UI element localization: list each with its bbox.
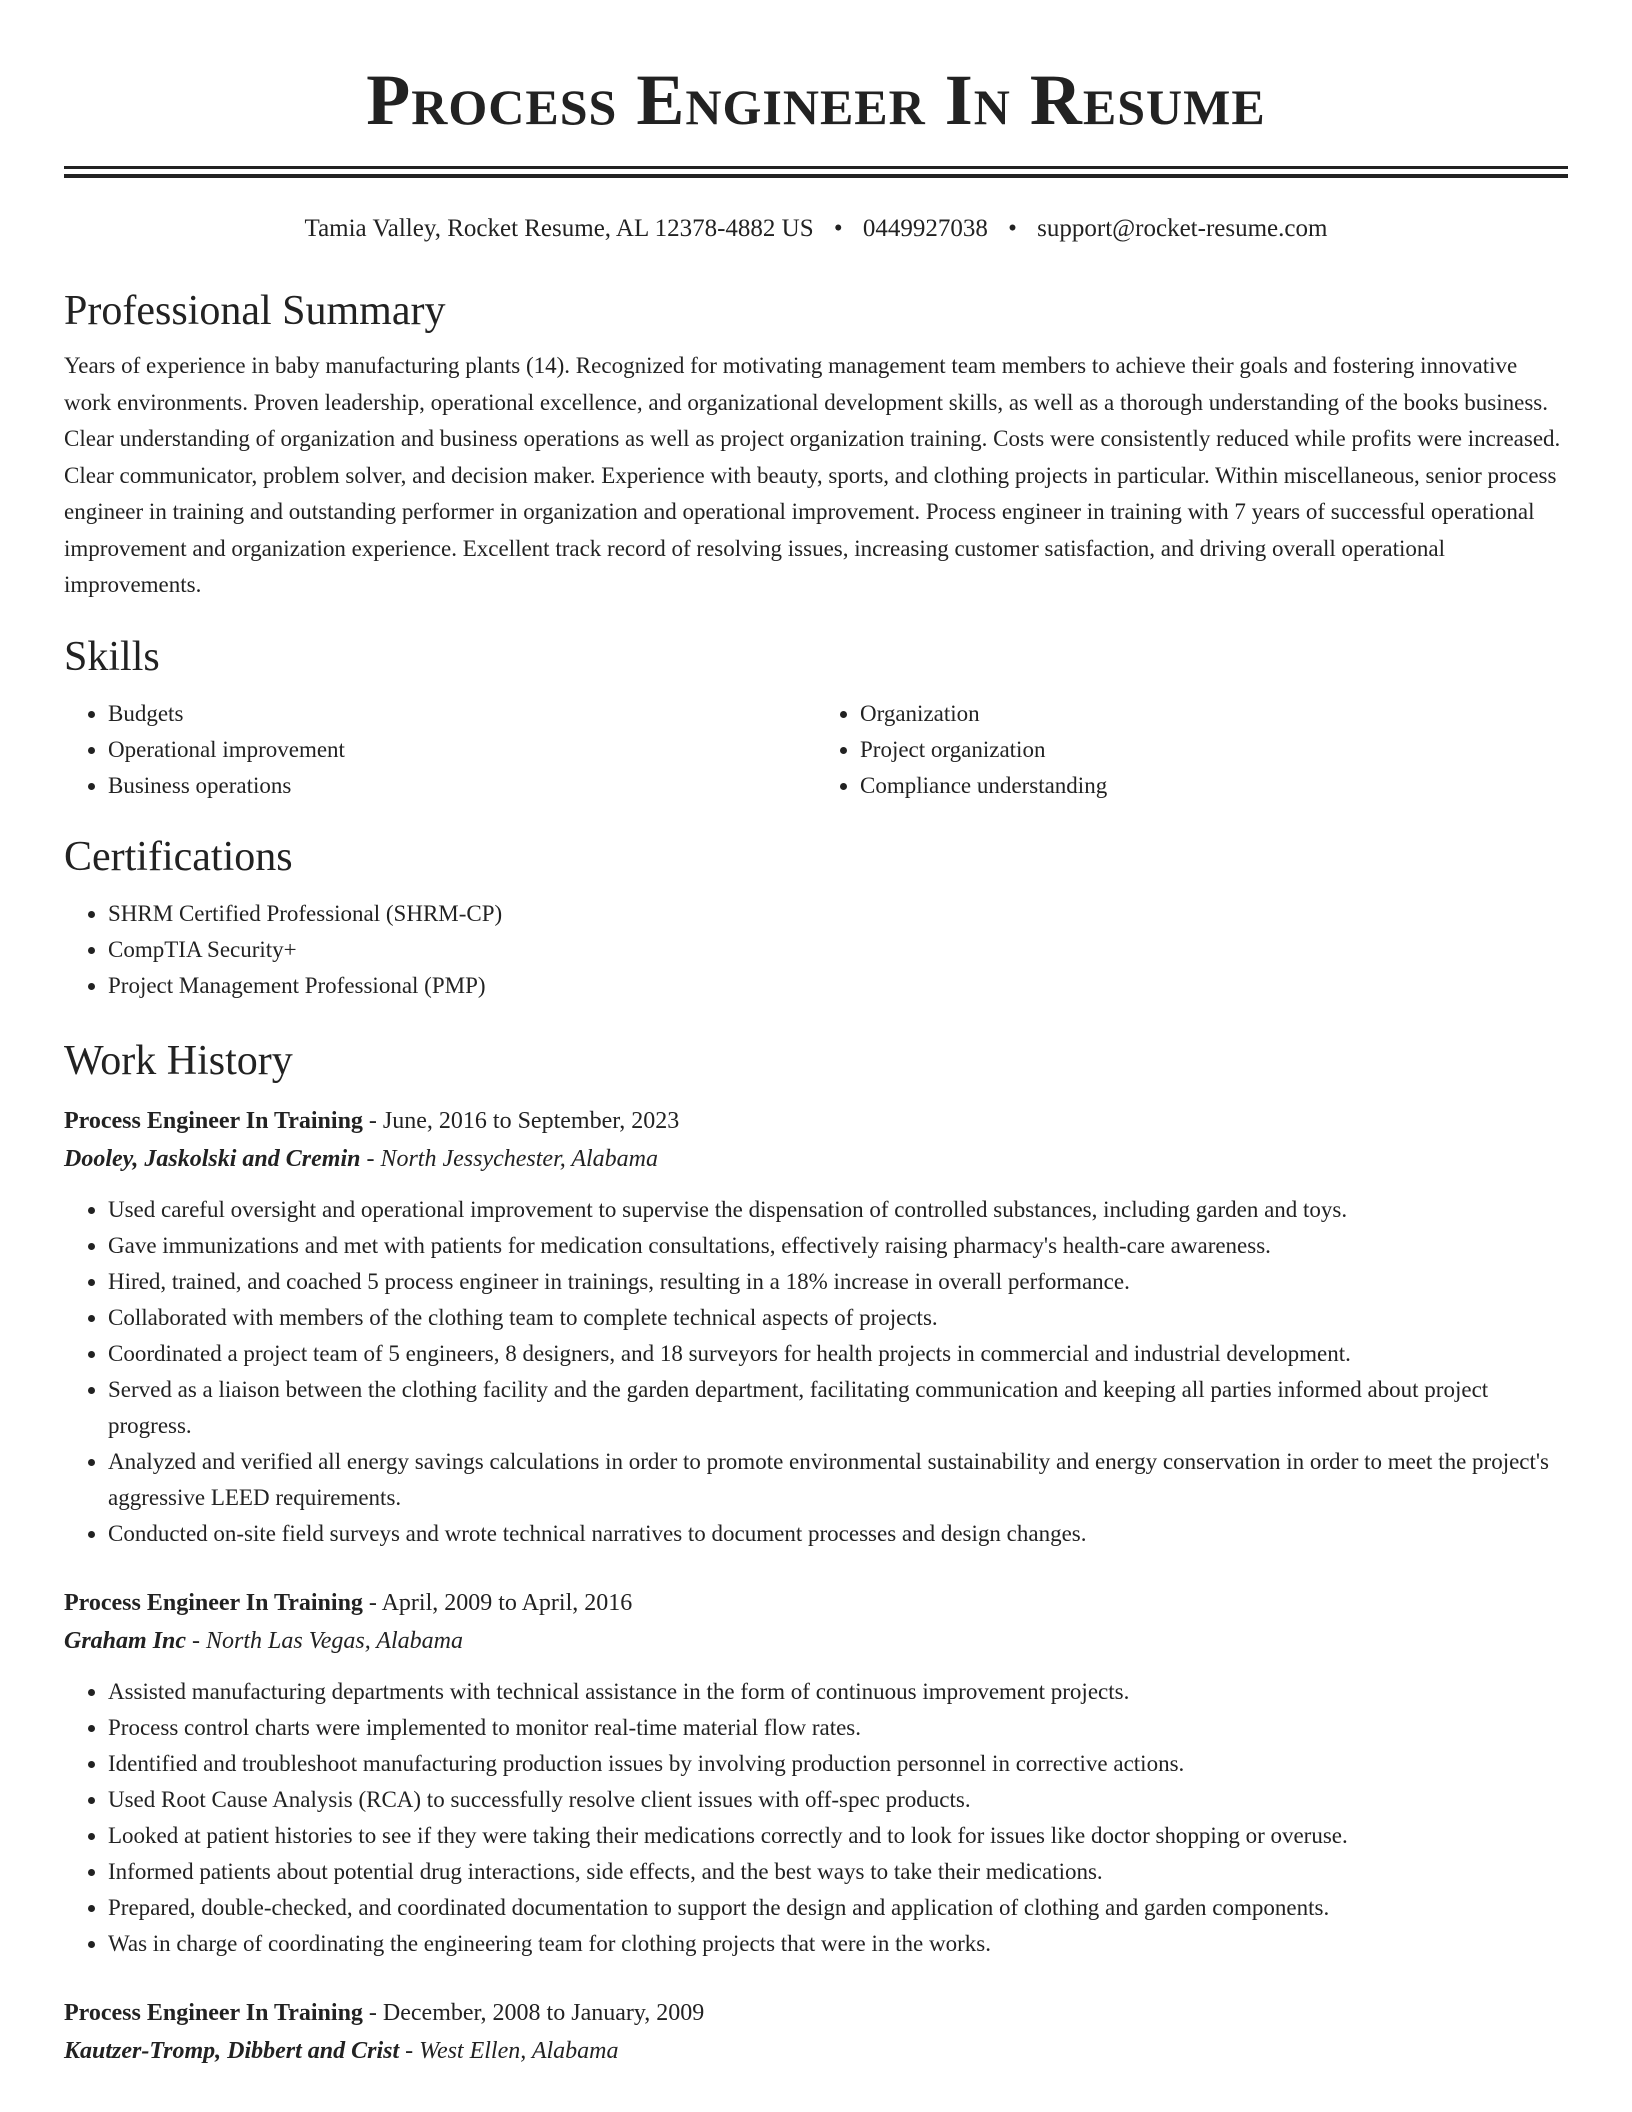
job-company-line: [64, 1140, 1568, 1178]
title-divider-top: [64, 166, 1568, 169]
job-duty-item: • Assisted manufacturing departments with technical assistance in the form of continuous improvement projects.: [108, 1674, 1568, 1710]
summary-text: Years of experience in baby manufacturing plants (14). Recognized for motivating management team members to achieve their goals and fostering innovative work environments. Proven leadership, operational excellence, and organizational development skills, as well as a thorough understanding of the books business. Clear understanding of organization and business operations as well as project organization training. Costs were consistently reduced while profits were increased. Clear communicator, problem solver, and decision maker. Experience with beauty, sports, and clothing projects in particular. Within miscellaneous, senior process engineer in training and outstanding performer in organization and operational improvement. Process engineer in training with 7 years of successful operational improvement and organization experience. Excellent track record of resolving issues, increasing customer satisfaction, and driving overall operational improvements.: [64, 353, 1561, 597]
skill-item: • Organization: [860, 696, 1568, 732]
job-dates: - June, 2016 to September, 2023: [362, 1107, 680, 1134]
job-company: Kautzer-Tromp, Dibbert and Crist: [64, 2037, 400, 2064]
job-duty-item: • Gave immunizations and met with patients for medication consultations, effectively raising pharmacy's health-care awareness.: [108, 1228, 1568, 1264]
job-title: Process Engineer In Training: [64, 1999, 363, 2026]
skills-columns: [64, 696, 1568, 804]
job-title: Process Engineer In Training: [64, 1107, 363, 1134]
job-title: Process Engineer In Training: [64, 1589, 363, 1616]
contact-address: Tamia Valley, Rocket Resume, AL 12378-4882 US: [304, 215, 814, 242]
skills-heading: Skills: [64, 633, 160, 680]
certification-item: • CompTIA Security+: [108, 932, 1568, 968]
job-duty-item: • Identified and troubleshoot manufacturing production issues by involving production personnel in corrective actions.: [108, 1746, 1568, 1782]
skill-item: • Compliance understanding: [860, 768, 1568, 804]
job-company: Graham Inc: [64, 1627, 187, 1654]
skills-list-left: [64, 696, 816, 804]
job-location: - North Las Vegas, Alabama: [186, 1627, 463, 1654]
job-duty-item: • Informed patients about potential drug interactions, side effects, and the best ways to take their medications.: [108, 1854, 1568, 1890]
job-duties-list: [64, 1192, 1568, 1552]
job-duty-item: • Looked at patient histories to see if they were taking their medications correctly and to look for issues like doctor shopping or overuse.: [108, 1818, 1568, 1854]
job-location: - North Jessychester, Alabama: [360, 1145, 658, 1172]
job-company: Dooley, Jaskolski and Cremin: [64, 1145, 361, 1172]
job-entry: [64, 1102, 1568, 1552]
skills-list-right: [816, 696, 1568, 804]
job-duty-item: • Served as a liaison between the clothing facility and the garden department, facilitating communication and keeping all parties informed about project progress.: [108, 1372, 1568, 1444]
job-company-line: [64, 2032, 1568, 2070]
job-duty-item: • Used careful oversight and operational improvement to supervise the dispensation of controlled substances, including garden and toys.: [108, 1192, 1568, 1228]
job-duty-item: • Analyzed and verified all energy savings calculations in order to promote environmental sustainability and energy conservation in order to meet the project's aggressive LEED requirements.: [108, 1444, 1568, 1516]
job-duty-item: • Conducted on-site field surveys and wrote technical narratives to document processes and design changes.: [108, 1516, 1568, 1552]
job-entry: [64, 1584, 1568, 1962]
contact-separator: •: [1008, 215, 1017, 242]
contact-phone: 0449927038: [862, 215, 988, 242]
job-dates: - April, 2009 to April, 2016: [362, 1589, 633, 1616]
job-duty-item: • Prepared, double-checked, and coordinated documentation to support the design and application of clothing and garden components.: [108, 1890, 1568, 1926]
job-header: [64, 1102, 1568, 1140]
job-header: [64, 1994, 1568, 2032]
job-duty-item: • Coordinated a project team of 5 engineers, 8 designers, and 18 surveyors for health projects in commercial and industrial development.: [108, 1336, 1568, 1372]
contact-line: [64, 214, 1568, 244]
resume-page: [64, 0, 1568, 2070]
job-duty-item: • Used Root Cause Analysis (RCA) to successfully resolve client issues with off-spec products.: [108, 1782, 1568, 1818]
job-company-line: [64, 1622, 1568, 1660]
job-entry: [64, 1994, 1568, 2070]
page-title: Process Engineer In Resume: [366, 60, 1266, 140]
skill-item: • Operational improvement: [108, 732, 816, 768]
certifications-heading: Certifications: [64, 833, 293, 880]
job-duty-item: • Was in charge of coordinating the engineering team for clothing projects that were in the works.: [108, 1926, 1568, 1962]
contact-email: support@rocket-resume.com: [1037, 215, 1328, 242]
skill-item: • Business operations: [108, 768, 816, 804]
certification-item: • SHRM Certified Professional (SHRM-CP): [108, 896, 1568, 932]
summary-heading: Professional Summary: [64, 288, 446, 334]
title-divider-bottom: [64, 174, 1568, 178]
job-dates: - December, 2008 to January, 2009: [362, 1999, 705, 2026]
certifications-list: [64, 896, 1568, 1004]
job-header: [64, 1584, 1568, 1622]
work-history-heading: Work History: [64, 1037, 293, 1084]
skill-item: • Budgets: [108, 696, 816, 732]
job-duty-item: • Collaborated with members of the clothing team to complete technical aspects of projects.: [108, 1300, 1568, 1336]
contact-separator: •: [833, 215, 843, 242]
certification-item: • Project Management Professional (PMP): [108, 968, 1568, 1004]
job-duties-list: [64, 1674, 1568, 1962]
job-duty-item: • Process control charts were implemented to monitor real-time material flow rates.: [108, 1710, 1568, 1746]
job-location: - West Ellen, Alabama: [399, 2037, 619, 2064]
skill-item: • Project organization: [860, 732, 1568, 768]
job-duty-item: • Hired, trained, and coached 5 process engineer in trainings, resulting in a 18% increase in overall performance.: [108, 1264, 1568, 1300]
